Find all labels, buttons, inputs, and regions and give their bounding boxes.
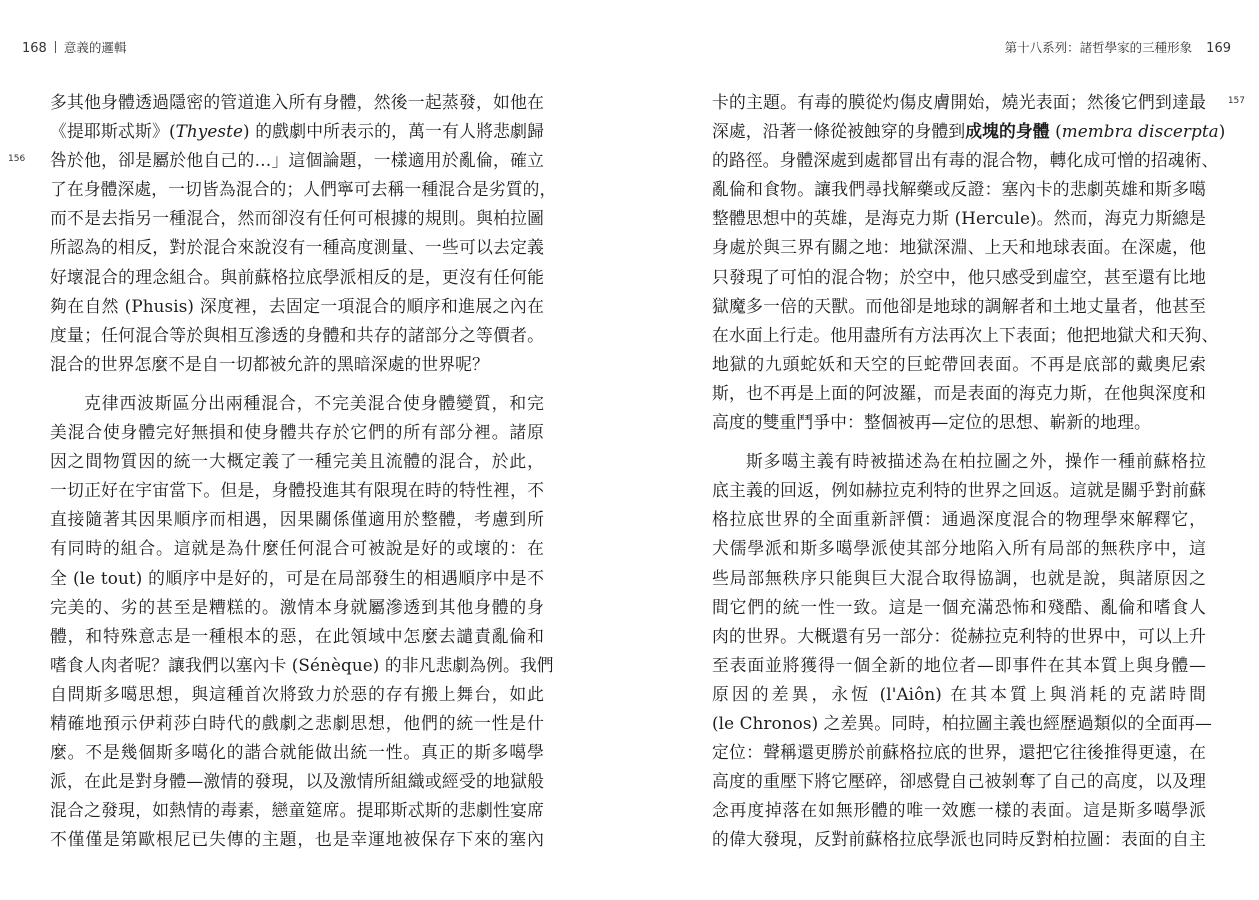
text-line: 在水面上行走。他用盡所有方法再次上下表面；他把地獄犬和天狗、 — [712, 324, 1219, 345]
text-line: 斯多噶主義有時被描述為在柏拉圖之外，操作一種前蘇格拉 — [746, 451, 1206, 472]
text-line: 只發現了可怕的混合物；於空中，他只感受到虛空，甚至還有比地 — [712, 266, 1206, 287]
left-page — [0, 0, 629, 900]
text-line: 度量；任何混合等於與相互滲透的身體和共存的諸部分之等價者。 — [50, 324, 544, 345]
text-line: 肉的世界。大概還有另一部分：從赫拉克利特的世界中，可以上升 — [712, 625, 1206, 646]
text-line: 深處，沿著一條從被蝕穿的身體到成塊的身體 (membra discerpta) — [712, 121, 1226, 142]
text-line: 咎於他，卻是屬於他自己的…」這個論題，一樣適用於亂倫，確立 — [50, 150, 544, 171]
text-line: 所認為的相反，對於混合來說沒有一種高度測量、一些可以去定義 — [50, 237, 544, 258]
text-line: (le Chronos) 之差異。同時，柏拉圖主義也經歷過類似的全面再— — [712, 712, 1212, 733]
text-line: 了在身體深處，一切皆為混合的；人們寧可去稱一種混合是劣質的， — [50, 179, 557, 200]
text-line: 美混合使身體完好無損和使身體共存於它們的所有部分裡。諸原 — [50, 422, 544, 443]
right-body-text — [712, 88, 1226, 854]
text-line: 《提耶斯忒斯》(Thyeste) 的戲劇中所表示的，萬一有人將悲劇歸 — [50, 121, 544, 142]
text-line: 一切正好在宇宙當下。但是，身體投進其有限現在時的特性裡，不 — [50, 480, 544, 501]
text-line: 整體思想中的英雄，是海克力斯 (Hercule)。然而，海克力斯總是 — [712, 208, 1206, 229]
text-line: 的偉大發現，反對前蘇格拉底學派也同時反對柏拉圖：表面的自主 — [712, 829, 1206, 850]
text-line: 念再度掉落在如無形體的唯一效應一樣的表面。這是斯多噶學派 — [712, 800, 1206, 821]
text-line: 因之間物質因的統一大概定義了一種完美且流體的混合，於此， — [50, 451, 544, 472]
left-page-number: 168 — [22, 41, 47, 56]
text-line: 卡的主題。有毒的膜從灼傷皮膚開始，燒光表面；然後它們到達最 — [712, 92, 1206, 112]
text-line: 間它們的統一性一致。這是一個充滿恐怖和殘酷、亂倫和嗜食人 — [712, 596, 1206, 617]
text-line: 的路徑。身體深處到處都冒出有毒的混合物，轉化成可憎的招魂術、 — [712, 150, 1219, 171]
text-line: 些局部無秩序只能與巨大混合取得協調，也就是說，與諸原因之 — [712, 567, 1206, 588]
text-line: 精確地預示伊莉莎白時代的戲劇之悲劇思想，他們的統一性是什 — [50, 712, 544, 733]
text-line: 格拉底世界的全面重新評價：通過深度混合的物理學來解釋它， — [712, 509, 1206, 530]
header-divider — [55, 41, 56, 53]
text-line: 麼。不是幾個斯多噶化的諧合就能做出統一性。真正的斯多噶學 — [50, 742, 544, 763]
right-margin-number: 157 — [1227, 96, 1245, 106]
text-line: 亂倫和食物。讓我們尋找解藥或反證：塞內卡的悲劇英雄和斯多噶 — [712, 179, 1206, 200]
text-line: 高度的重壓下將它壓碎，卻感覺自己被剝奪了自己的高度，以及理 — [712, 771, 1206, 792]
text-line: 體，和特殊意志是一種根本的惡，在此領域中怎麼去譴責亂倫和 — [50, 625, 544, 646]
text-line: 全 (le tout) 的順序中是好的，可是在局部發生的相遇順序中是不 — [50, 567, 544, 588]
text-line: 定位：聲稱還更勝於前蘇格拉底的世界，還把它往後推得更遠，在 — [712, 742, 1206, 763]
paragraph-gap — [50, 379, 544, 389]
text-line: 嗜食人肉者呢？讓我們以塞內卡 (Sénèque) 的非凡悲劇為例。我們 — [50, 654, 554, 675]
text-line: 混合的世界怎麼不是自一切都被允許的黑暗深處的世界呢？ — [50, 353, 489, 374]
text-line: 而不是去指另一種混合，然而卻沒有任何可根據的規則。與柏拉圖 — [50, 208, 544, 229]
text-line: 至表面並將獲得一個全新的地位者—即事件在其本質上與身體— — [712, 654, 1206, 675]
text-line: 自問斯多噶思想，與這種首次將致力於惡的存有搬上舞台，如此 — [50, 683, 544, 704]
left-running-head: 意義的邏輯 — [63, 40, 127, 55]
text-line: 有同時的組合。這就是為什麼任何混合可被說是好的或壞的：在 — [50, 538, 544, 559]
text-line: 好壞混合的理念組合。與前蘇格拉底學派相反的是，更沒有任何能 — [50, 266, 544, 287]
right-running-head: 第十八系列：諸哲學家的三種形象 — [1004, 40, 1193, 55]
text-line: 斯，也不再是上面的阿波羅，而是表面的海克力斯，在他與深度和 — [712, 382, 1206, 403]
text-line: 底主義的回返，例如赫拉克利特的世界之回返。這就是關乎對前蘇 — [712, 480, 1206, 501]
text-line: 混合之發現，如熱情的毒素，戀童筵席。提耶斯忒斯的悲劇性宴席 — [50, 800, 544, 821]
text-line: 高度的雙重鬥爭中：整個被再—定位的思想、嶄新的地理。 — [712, 412, 1151, 433]
text-line: 身處於與三界有關之地：地獄深淵、上天和地球表面。在深處，他 — [712, 237, 1206, 258]
text-line: 完美的、劣的甚至是糟糕的。激情本身就屬滲透到其他身體的身 — [50, 596, 544, 617]
text-line: 地獄的九頭蛇妖和天空的巨蛇帶回表面。不再是底部的戴奧尼索 — [712, 353, 1206, 374]
left-body-text — [50, 88, 557, 854]
text-line: 派，在此是對身體—激情的發現，以及激情所組織或經受的地獄般 — [50, 771, 544, 792]
right-page-header — [1005, 38, 1231, 56]
text-line: 原因的差異，永恆 (l'Aiôn) 在其本質上與消耗的克諾時間 — [712, 683, 1206, 704]
text-line: 犬儒學派和斯多噶學派使其部分地陷入所有局部的無秩序中，這 — [712, 538, 1206, 559]
text-line: 夠在自然 (Phusis) 深度裡，去固定一項混合的順序和進展之內在 — [50, 295, 544, 316]
paragraph-gap — [712, 437, 1206, 447]
text-line: 直接隨著其因果順序而相遇，因果關係僅適用於整體，考慮到所 — [50, 509, 544, 530]
text-line: 獄魔多一倍的天獸。而他卻是地球的調解者和土地丈量者，他甚至 — [712, 295, 1206, 316]
left-margin-number: 156 — [8, 154, 26, 164]
right-page-number: 169 — [1206, 41, 1231, 56]
left-page-header — [22, 38, 126, 56]
text-line: 克律西波斯區分出兩種混合，不完美混合使身體變質，和完 — [84, 392, 544, 413]
text-line: 多其他身體透過隱密的管道進入所有身體，然後一起蒸發，如他在 — [50, 92, 544, 112]
text-line: 不僅僅是第歐根尼已失傳的主題，也是幸運地被保存下來的塞內 — [50, 829, 544, 850]
right-page — [629, 0, 1259, 900]
